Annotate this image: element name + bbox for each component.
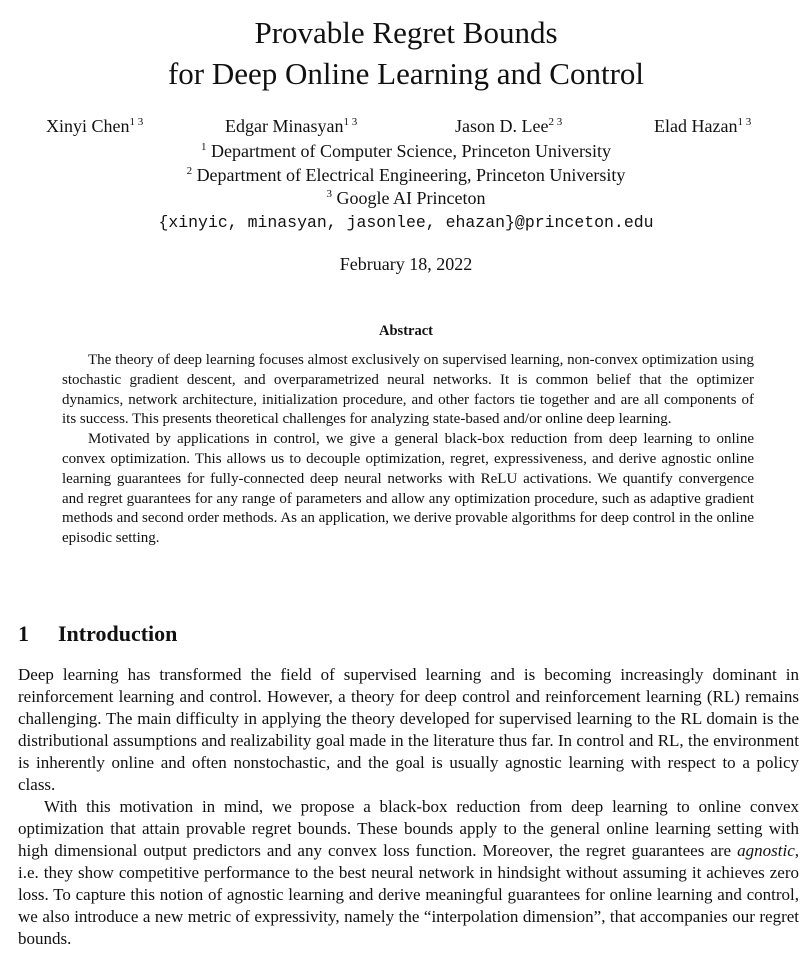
affiliation-mark: 1 [201,141,207,153]
author-name: Jason D. Lee [455,116,549,136]
affiliation-mark: 2 [186,164,193,177]
author-affiliation-marks: 1 3 [343,116,358,128]
author-hazan [654,116,751,137]
abstract-paragraph-1: The theory of deep learning focuses almost exclusively on supervised learning, non-convex optimization using stochastic gradient descent, and overparametrized neural networks. It is common belief that the optimizer dynamics, network architecture, initialization procedure, and other factors tie together and are all components of its success. This presents theoretical challenges for analyzing state-based and/or online deep learning. [62,352,754,428]
author-chen [46,116,143,137]
intro-paragraph-2 [18,796,799,950]
intro-emphasis-agnostic: agnostic [737,841,795,860]
abstract-heading: Abstract [379,323,433,339]
author-name: Elad Hazan [654,116,738,136]
introduction-body [18,664,799,950]
author-lee [455,116,562,137]
affiliation-mark: 3 [326,188,332,200]
affiliation-2 [0,164,812,188]
affiliation-1 [0,140,812,164]
author-affiliation-marks: 1 3 [737,116,752,128]
affiliation-text: Department of Computer Science, Princeton University [211,141,611,161]
paper-date: February 18, 2022 [339,254,473,274]
intro-paragraph-2-part-1: With this motivation in mind, we propose a black-box reduction from deep learning to online convex optimization that attain provable regret bounds. These bounds apply to the general online learning setting with high dimensional output predictors and any convex loss function. Moreover, the regret guarantees are [18,797,799,860]
paper-title [0,12,812,94]
author-affiliation-marks: 1 3 [129,116,144,128]
affiliation-list [0,140,812,235]
section-number: 1 [18,621,29,646]
author-emails: {xinyic, minasyan, jasonlee, ehazan}@princeton.edu [158,212,654,232]
author-name: Xinyi Chen [46,116,130,136]
author-list [0,116,812,140]
author-affiliation-marks: 2 3 [548,116,563,128]
author-minasyan [225,116,357,137]
section-heading-introduction [18,619,177,649]
intro-paragraph-1: Deep learning has transformed the field of supervised learning and is becoming increasingly dominant in reinforcement learning and control. However, a theory for deep control and reinforcement learning (RL) remains challenging. The main difficulty in applying the theory developed for supervised learning to the RL domain is the distributional assumptions and realizability goal made in the literature thus far. In control and RL, the environment is inherently online and often nonstochastic, and the goal is usually agnostic learning with respect to a policy class. [18,665,799,794]
affiliation-text: Google AI Princeton [336,188,486,208]
abstract-paragraph-2: Motivated by applications in control, we give a general black-box reduction from deep learning to online convex optimization. This allows us to decouple optimization, regret, expressiveness, and derive agnostic online learning guarantees for fully-connected deep neural networks with ReLU activations. We quantify convergence and regret guarantees for any range of parameters and allow any optimization procedure, such as adaptive gradient methods and second order methods. As an application, we derive provable algorithms for deep control in the online episodic setting. [62,431,754,547]
title-line-1: Provable Regret Bounds [254,15,558,50]
affiliation-3 [0,187,812,211]
author-name: Edgar Minasyan [225,116,344,136]
intro-paragraph-2-part-2: , i.e. they show competitive performance to the best neural network in hindsight without assuming it achieves zero loss. To capture this notion of agnostic learning and derive meaningful guarantees for online learning and control, we also introduce a new metric of expressivity, namely the “interpolation dimension”, that accompanies our regret bounds. [18,841,799,948]
section-title: Introduction [58,621,178,646]
abstract [62,351,754,549]
title-line-2: for Deep Online Learning and Control [167,56,645,91]
affiliation-text: Department of Electrical Engineering, Princeton University [196,164,626,185]
